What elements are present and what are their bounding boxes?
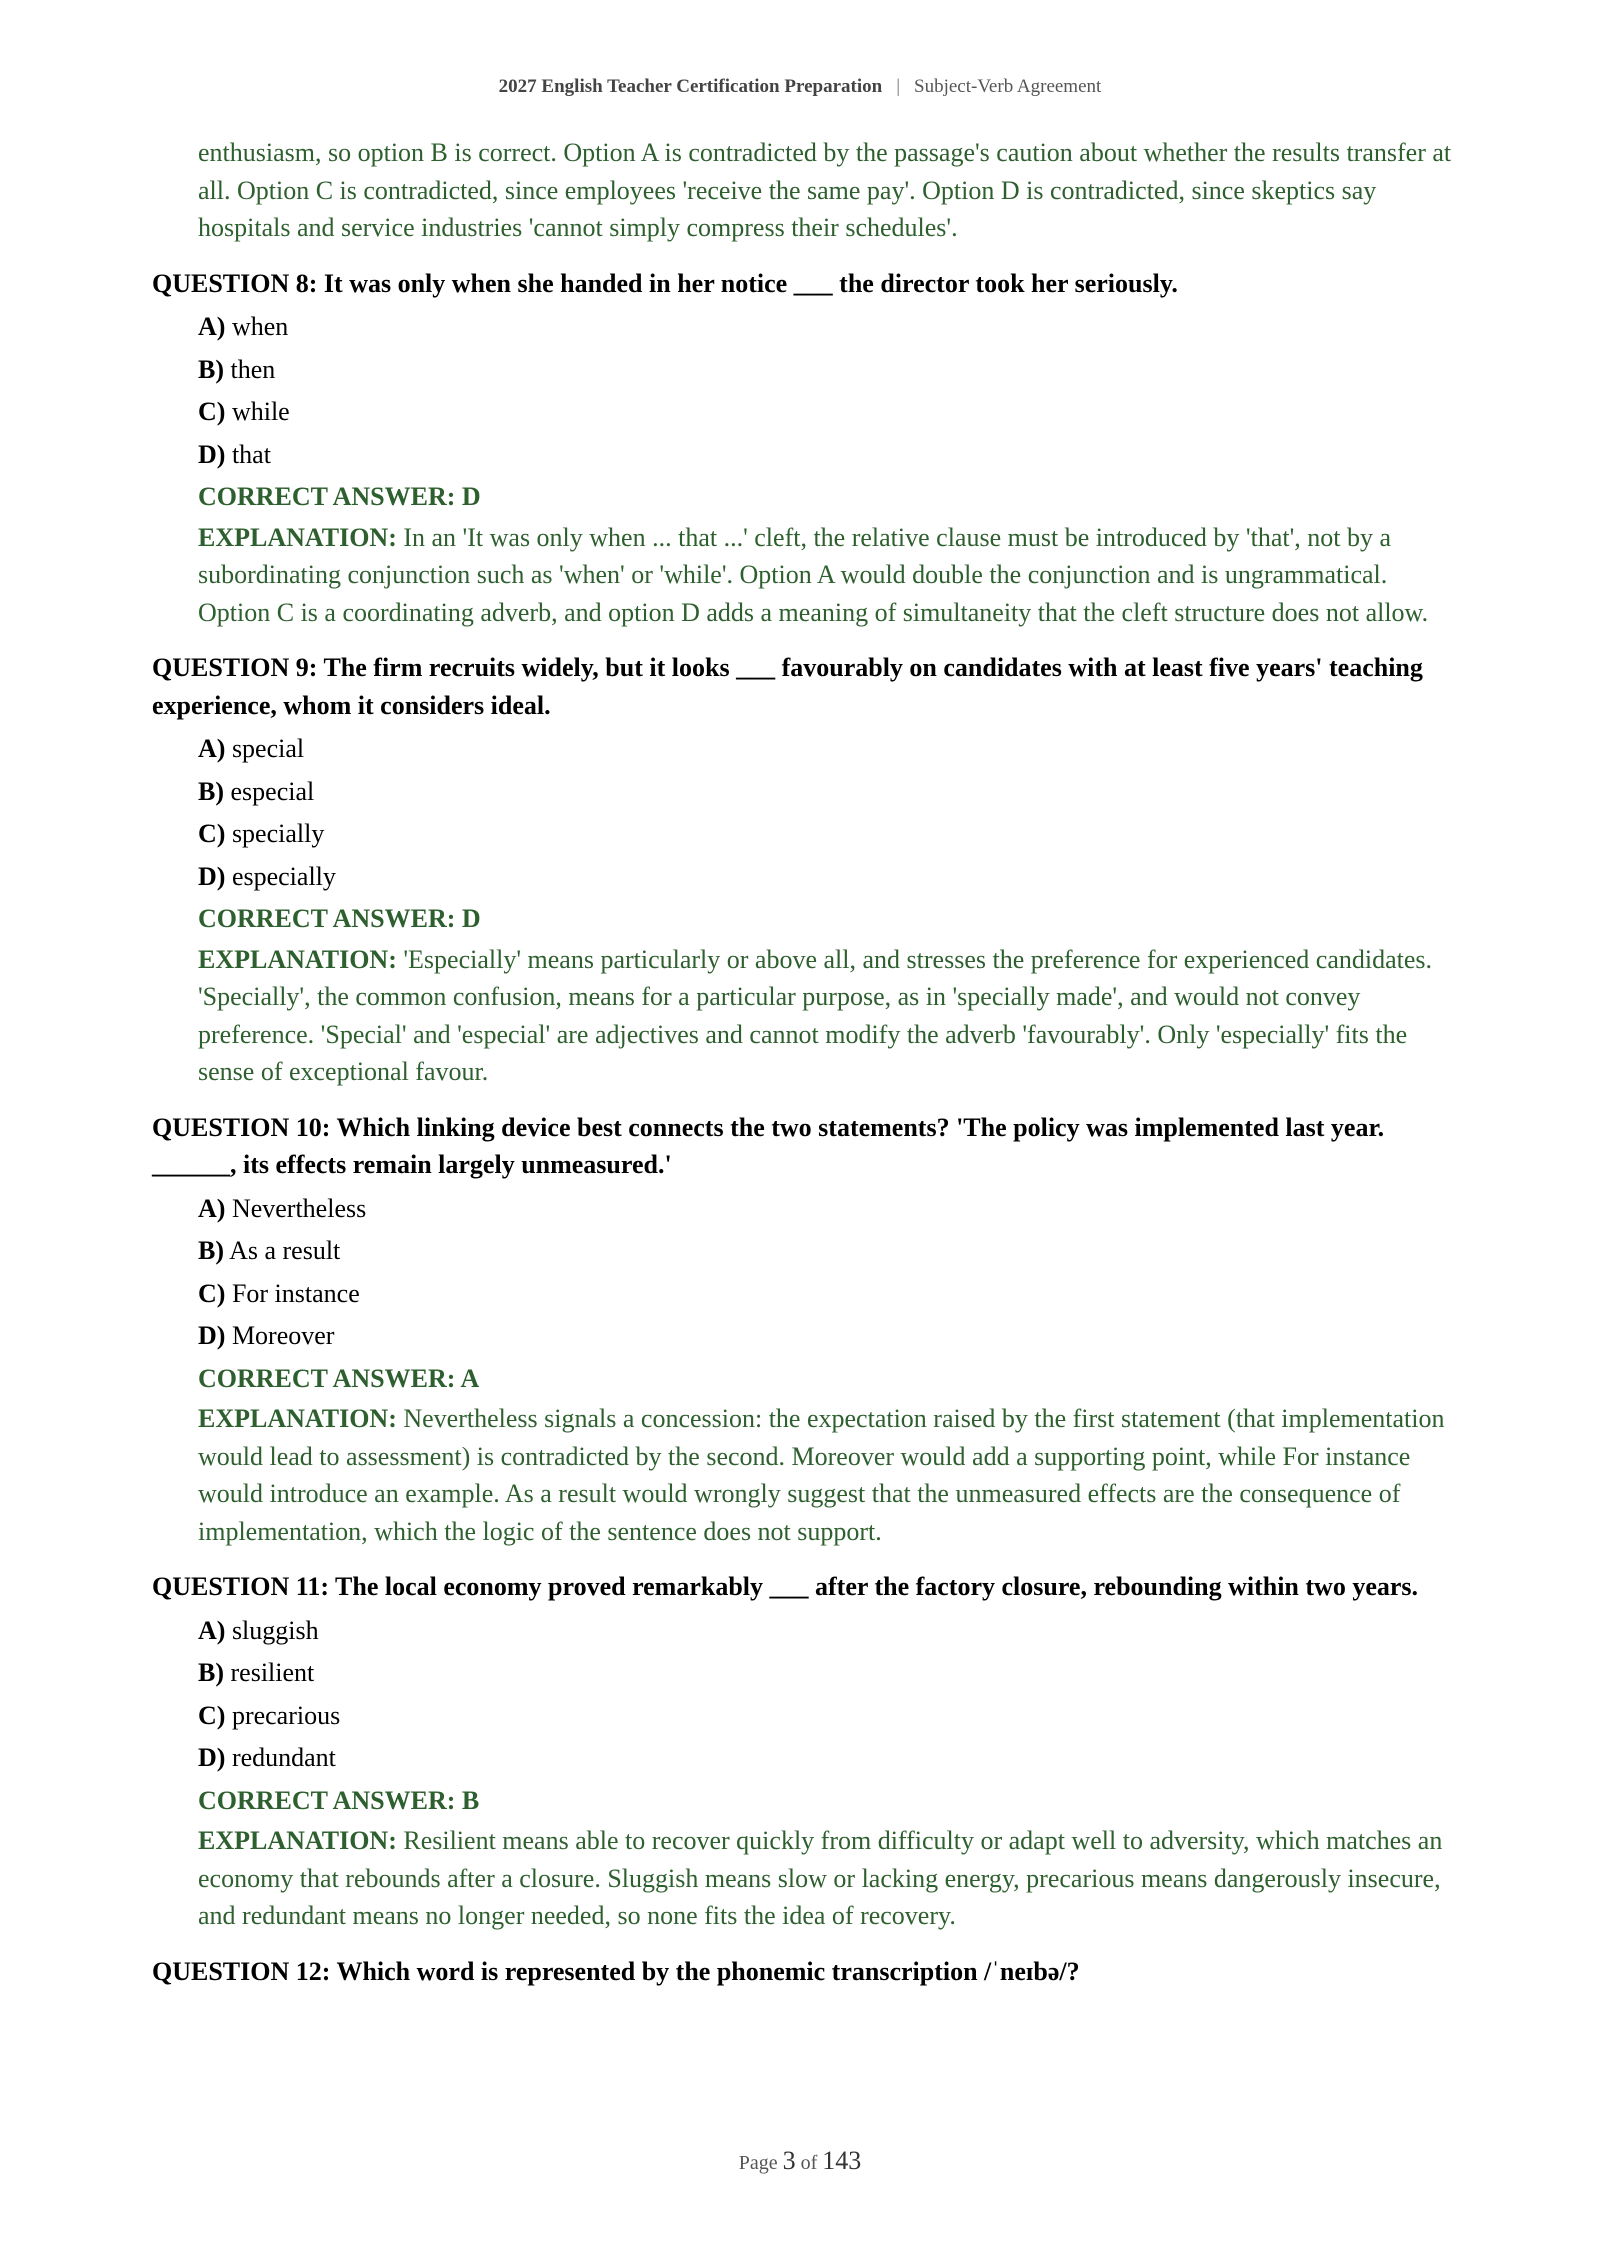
option-d bbox=[198, 1315, 1452, 1358]
option-letter: B) bbox=[198, 776, 224, 806]
option-a bbox=[198, 1610, 1452, 1653]
page-header bbox=[0, 76, 1600, 98]
option-text: especially bbox=[231, 861, 336, 891]
option-letter: D) bbox=[198, 1743, 226, 1772]
explanation bbox=[198, 1822, 1452, 1935]
option-b bbox=[198, 1652, 1452, 1695]
question-title: QUESTION 11: The local economy proved remarkably ___ after the factory closure, rebounding within two years. bbox=[152, 1572, 1419, 1601]
option-text: especial bbox=[230, 776, 315, 806]
page-label: Page bbox=[738, 2152, 778, 2174]
explanation-label: EXPLANATION: bbox=[198, 1404, 397, 1433]
explanation-text: 'Especially' means particularly or above all, and stresses the preference for experienced candidates. 'Specially', the common confusion, means for a particular purpose, as in 'specially made', and would not convey preference. 'Special' and 'especial' are adjectives and cannot modify the adverb 'favourably'. Only 'especially' fits the sense of exceptional favour. bbox=[198, 944, 1433, 1086]
explanation-text: Resilient means able to recover quickly from difficulty or adapt well to adversity, which matches an economy that rebounds after a closure. Sluggish means slow or lacking energy, precarious means dangerously insecure, and redundant means no longer needed, so none fits the idea of recovery. bbox=[198, 1826, 1443, 1930]
option-letter: B) bbox=[198, 354, 224, 384]
option-text: specially bbox=[231, 819, 325, 848]
correct-answer: CORRECT ANSWER: A bbox=[198, 1363, 480, 1393]
correct-answer: CORRECT ANSWER: D bbox=[198, 482, 481, 511]
explanation bbox=[198, 941, 1452, 1091]
option-text: redundant bbox=[231, 1743, 336, 1772]
option-text: resilient bbox=[230, 1658, 315, 1687]
question-block-9 bbox=[152, 649, 1452, 1091]
option-letter: C) bbox=[198, 397, 226, 426]
previous-explanation-continuation: enthusiasm, so option B is correct. Option A is contradicted by the passage's caution about whether the results transfer at all. Option C is contradicted, since employees 'receive the same pay'. Option D is contradicted, since skeptics say hospitals and service industries 'cannot simply compress their schedules'. bbox=[198, 138, 1452, 242]
option-text: As a result bbox=[229, 1236, 341, 1265]
explanation bbox=[198, 519, 1452, 632]
question-title: QUESTION 9: The firm recruits widely, but it looks ___ favourably on candidates with at least five years' teaching experience, whom it considers ideal. bbox=[152, 653, 1423, 720]
total-pages: 143 bbox=[822, 2146, 862, 2175]
option-d bbox=[198, 1737, 1452, 1780]
header-subject: Subject-Verb Agreement bbox=[914, 76, 1102, 97]
correct-answer: CORRECT ANSWER: B bbox=[198, 1785, 480, 1815]
option-letter: B) bbox=[198, 1236, 224, 1265]
option-text: For instance bbox=[231, 1278, 360, 1308]
option-letter: C) bbox=[198, 1700, 226, 1730]
option-c bbox=[198, 813, 1452, 856]
option-letter: D) bbox=[198, 439, 226, 469]
option-text: that bbox=[231, 439, 271, 469]
page-content bbox=[152, 134, 1452, 1994]
correct-answer: CORRECT ANSWER: D bbox=[198, 904, 481, 933]
option-text: Moreover bbox=[231, 1321, 335, 1350]
page-number: 3 bbox=[782, 2146, 796, 2175]
options-list bbox=[198, 1610, 1452, 1780]
explanation-label: EXPLANATION: bbox=[198, 522, 397, 552]
option-text: when bbox=[231, 312, 289, 341]
option-d bbox=[198, 856, 1452, 899]
option-letter: C) bbox=[198, 819, 226, 848]
option-text: sluggish bbox=[231, 1615, 319, 1645]
options-list bbox=[198, 728, 1452, 898]
explanation-label: EXPLANATION: bbox=[198, 1826, 397, 1855]
explanation-label: EXPLANATION: bbox=[198, 944, 397, 974]
option-text: while bbox=[231, 397, 290, 426]
question-title: QUESTION 10: Which linking device best connects the two statements? 'The policy was implemented last year. ______, its effects remain largely unmeasured.' bbox=[152, 1112, 1385, 1179]
options-list bbox=[198, 1188, 1452, 1358]
explanation-text: Nevertheless signals a concession: the expectation raised by the first statement (that implementation would lead to assessment) is contradicted by the second. Moreover would add a supporting point, while For instance would introduce an example. As a result would wrongly suggest that the unmeasured effects are the consequence of implementation, which the logic of the sentence does not support. bbox=[198, 1404, 1445, 1546]
option-a bbox=[198, 1188, 1452, 1231]
options-list bbox=[198, 306, 1452, 476]
option-a bbox=[198, 306, 1452, 349]
explanation bbox=[198, 1400, 1452, 1550]
option-letter: C) bbox=[198, 1278, 226, 1308]
option-letter: A) bbox=[198, 312, 226, 341]
option-letter: A) bbox=[198, 1193, 226, 1223]
explanation-text: In an 'It was only when ... that ...' cleft, the relative clause must be introduced by 'that', not by a subordinating conjunction such as 'when' or 'while'. Option A would double the conjunction and is ungrammatical. Option C is a coordinating adverb, and option D adds a meaning of simultaneity that the cleft structure does not allow. bbox=[198, 522, 1429, 627]
option-text: special bbox=[231, 734, 305, 763]
option-b bbox=[198, 349, 1452, 392]
option-b bbox=[198, 1230, 1452, 1273]
option-a bbox=[198, 728, 1452, 771]
option-c bbox=[198, 391, 1452, 434]
page-footer bbox=[0, 2146, 1600, 2176]
option-letter: D) bbox=[198, 1321, 226, 1350]
option-letter: D) bbox=[198, 861, 226, 891]
option-d bbox=[198, 434, 1452, 477]
header-separator: | bbox=[896, 76, 900, 97]
question-block-10 bbox=[152, 1109, 1452, 1551]
option-c bbox=[198, 1695, 1452, 1738]
question-block-12 bbox=[152, 1953, 1452, 1991]
question-title: QUESTION 8: It was only when she handed in her notice ___ the director took her seriously. bbox=[152, 268, 1178, 298]
of-label: of bbox=[800, 2152, 818, 2174]
question-block-11 bbox=[152, 1568, 1452, 1935]
option-text: Nevertheless bbox=[231, 1193, 367, 1223]
option-text: precarious bbox=[231, 1700, 341, 1730]
question-block-8 bbox=[152, 265, 1452, 632]
option-b bbox=[198, 771, 1452, 814]
option-text: then bbox=[230, 354, 276, 384]
question-title: QUESTION 12: Which word is represented by the phonemic transcription /ˈneɪbə/? bbox=[152, 1956, 1080, 1986]
option-letter: B) bbox=[198, 1658, 224, 1687]
option-letter: A) bbox=[198, 1615, 226, 1645]
option-letter: A) bbox=[198, 734, 226, 763]
option-c bbox=[198, 1273, 1452, 1316]
header-title: 2027 English Teacher Certification Preparation bbox=[498, 76, 883, 97]
